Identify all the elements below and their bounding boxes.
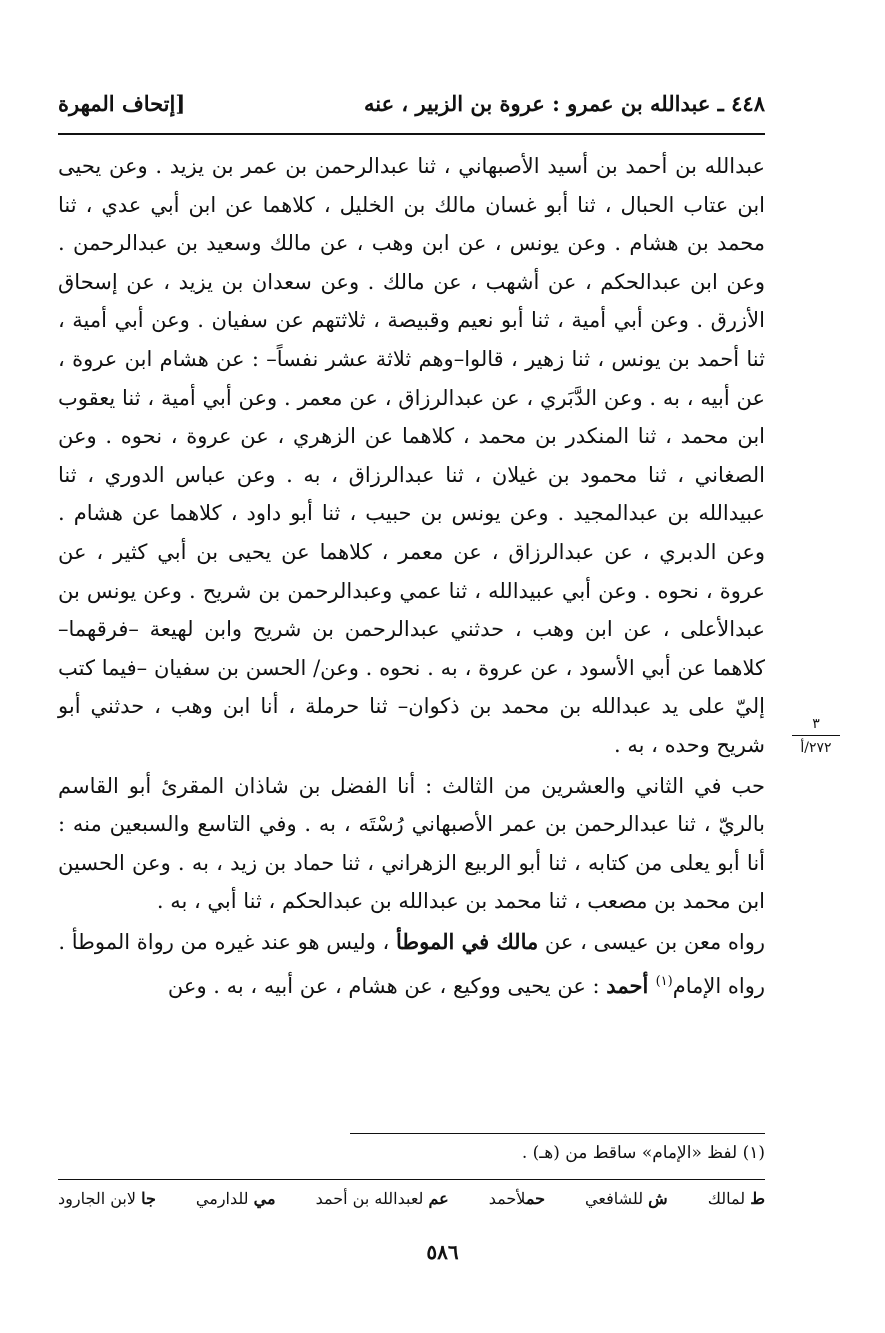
margin-divider <box>792 735 840 736</box>
abbreviation-item <box>708 1186 765 1212</box>
abbreviations-divider <box>58 1179 765 1180</box>
abbreviation-label: للشافعي <box>585 1189 644 1208</box>
text-run: ، وليس هو عند غيره من رواة الموطأ . <box>58 929 396 954</box>
header-divider <box>58 133 765 135</box>
abbreviation-label: لمالك <box>707 1189 746 1208</box>
text-run: رواه الإمام <box>672 974 765 999</box>
book-title: [إتحاف المهرة <box>58 90 186 116</box>
abbreviation-item <box>585 1186 668 1212</box>
paragraph: حب في الثاني والعشرين من الثالث : أنا الفضل بن شاذان المقرئ أبو القاسم بالريّ ، ثنا عبدالرحمن بن عمر الأصبهاني رُسْتَه ، به . وفي التاسع والسبعين منه : أنا أبو يعلى من كتابه ، ثنا أبو الربيع الزهراني ، ثنا حماد بن زيد ، به . وعن الحسين ابن محمد بن مصعب ، ثنا محمد بن عبدالله بن عبدالحكم ، ثنا أبي ، به . <box>58 773 765 914</box>
abbreviation-code: جا <box>141 1189 156 1208</box>
page-number: ٥٨٦ <box>426 1240 459 1264</box>
abbreviation-label: لأحمد <box>488 1189 526 1208</box>
footnote-divider <box>350 1133 765 1134</box>
abbreviation-item <box>489 1186 545 1212</box>
manuscript-folio: ٢٧٢/أ <box>800 740 832 756</box>
abbreviation-key <box>58 1186 765 1212</box>
text-run-bold: أحمد <box>606 973 656 999</box>
abbreviation-code: ش <box>648 1189 668 1208</box>
abbreviation-code: حم <box>525 1189 545 1208</box>
abbreviation-code: مي <box>253 1189 276 1208</box>
chapter-title: ٤٤٨ ـ عبدالله بن عمرو : عروة بن الزبير ، عنه <box>363 90 765 116</box>
abbreviation-code: عم <box>428 1189 449 1208</box>
text-run-bold: مالك في الموطأ <box>395 928 539 954</box>
margin-number: ٣ <box>812 716 820 732</box>
abbreviation-item <box>316 1186 449 1212</box>
running-header <box>58 86 765 120</box>
paragraph: عبدالله بن أحمد بن أسيد الأصبهاني ، ثنا عبدالرحمن بن عمر بن يزيد . وعن يحيى ابن عتاب الحبال ، ثنا أبو غسان مالك بن الخليل ، كلاهما عن ابن أبي عدي ، ثنا محمد بن هشام . وعن يونس ، عن ابن وهب ، عن مالك وسعيد بن عبدالرحمن . وعن ابن عبدالحكم ، عن أشهب ، عن مالك . وعن سعدان بن يزيد ، عن إسحاق الأزرق . وعن أبي أمية ، ثنا أبو نعيم وقبيصة ، ثلاثتهم عن سفيان . وعن أبي أمية ، ثنا أحمد بن يونس ، ثنا زهير ، قالوا–وهم ثلاثة عشر نفساً– : عن هشام ابن عروة ، عن أبيه ، به . وعن الدَّبَري ، عن عبدالرزاق ، عن معمر . وعن أبي أمية ، ثنا يعقوب ابن محمد ، ثنا المنكدر بن محمد ، كلاهما عن الزهري ، عن عروة ، نحوه . وعن الصغاني ، ثنا محمود بن غيلان ، ثنا عبدالرزاق ، به . وعن عباس الدوري ، ثنا عبيدالله بن عبدالمجيد . وعن يونس بن حبيب ، ثنا أبو داود ، كلاهما عن هشام . وعن الدبري ، عن عبدالرزاق ، عن معمر ، كلاهما عن يحيى بن أبي كثير ، عن عروة ، نحوه . وعن أبي عبيدالله ، ثنا عمي وعبدالرحمن بن شريح . وعن يونس بن عبدالأعلى ، عن ابن وهب ، حدثني عبدالرحمن بن شريح وابن لهيعة –فرقهما– كلاهما عن أبي الأسود ، عن عروة ، به . نحوه . وعن/ الحسن بن سفيان –فيما كتب إليّ على يد عبدالله بن محمد بن ذكوان– ثنا حرملة ، أنا ابن وهب ، حدثني أبو شريح وحده ، به . <box>58 154 765 757</box>
abbreviation-label: للدارمي <box>195 1189 249 1208</box>
abbreviation-label: لعبدالله بن أحمد <box>315 1189 424 1208</box>
paragraph <box>58 963 765 1006</box>
margin-reference <box>792 715 840 757</box>
main-text <box>58 147 765 1006</box>
footnote: (١) لفظ «الإمام» ساقط من (هـ) . <box>521 1143 765 1163</box>
footnote-marker: (١) <box>655 974 673 990</box>
text-run: رواه معن بن عيسى ، عن <box>538 929 765 954</box>
paragraph <box>58 923 765 962</box>
abbreviation-item <box>196 1186 276 1212</box>
abbreviation-label: لابن الجارود <box>58 1189 136 1208</box>
text-run: : عن يحيى ووكيع ، عن هشام ، عن أبيه ، به . وعن <box>167 974 607 999</box>
abbreviation-item <box>58 1186 156 1212</box>
abbreviation-code: ط <box>750 1189 765 1208</box>
